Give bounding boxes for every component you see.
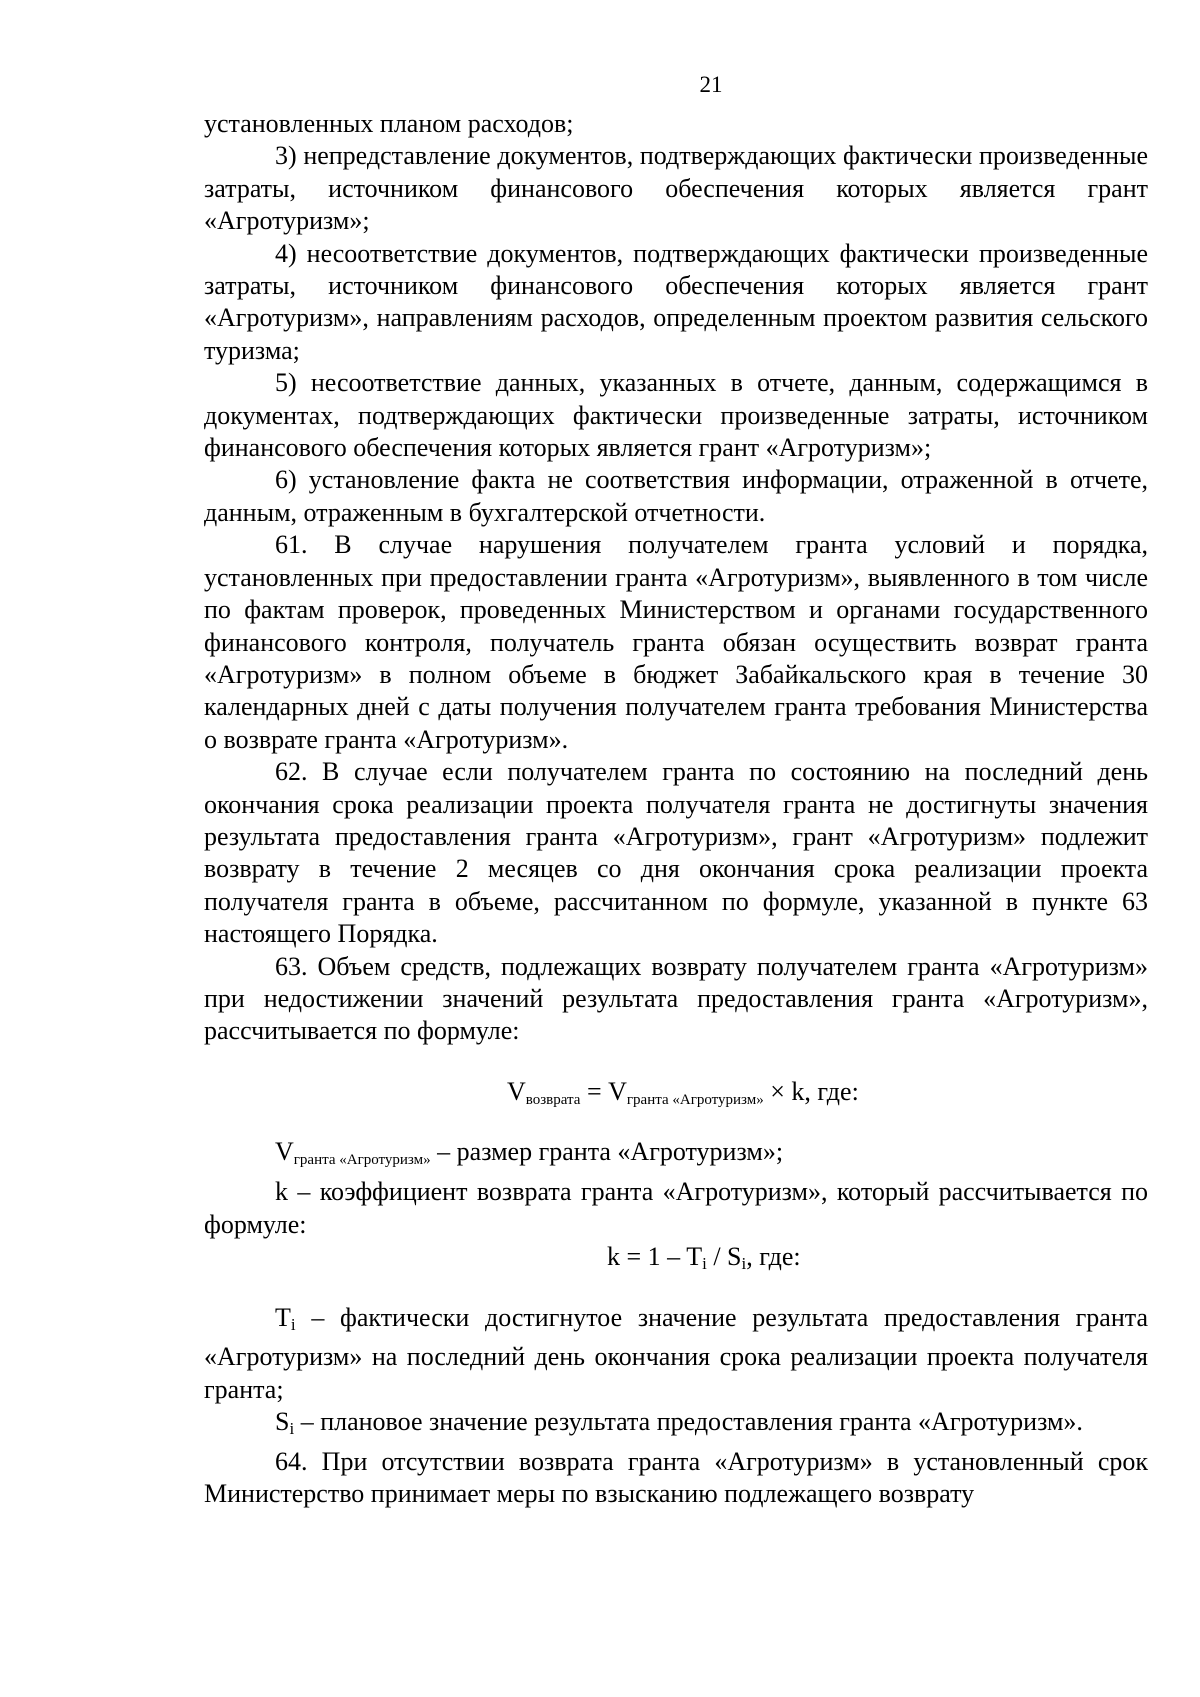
formula-coefficient-k bbox=[204, 1241, 1148, 1280]
definition-t-text: – фактически достигнутое значение результата предоставления гранта «Агротуризм» на последний день окончания срока реализации проекта получателя гранта; bbox=[204, 1303, 1148, 1404]
definition-t-sub: i bbox=[290, 1315, 296, 1334]
definition-t bbox=[204, 1302, 1148, 1406]
definition-v-text: – размер гранта «Агротуризм»; bbox=[430, 1136, 784, 1166]
formula-return-volume bbox=[204, 1076, 1148, 1116]
paragraph-61: 61. В случае нарушения получателем гранта условий и порядка, установленных при предоставлении гранта «Агротуризм», выявленного в том числе по фактам проверок, проведенных Министерством и органами государственного финансового контроля, получатель гранта обязан осуществить возврат гранта «Агротуризм» в полном объеме в бюджет Забайкальского края в течение 30 календарных дней с даты получения получателем гранта требования Министерства о возврате гранта «Агротуризм». bbox=[204, 530, 1148, 754]
definition-v bbox=[204, 1136, 1148, 1176]
definition-v-sub: гранта «Агротуризм» bbox=[293, 1151, 431, 1168]
definition-s-sub: i bbox=[289, 1419, 295, 1439]
formula-eq: = V bbox=[580, 1076, 627, 1106]
paragraph-63: 63. Объем средств, подлежащих возврату получателем гранта «Агротуризм» при недостижении значений результата предоставления гранта «Агротуризм», рассчитывается по формуле: bbox=[204, 951, 1148, 1046]
formula2-sub-t: i bbox=[702, 1254, 707, 1273]
definition-s bbox=[204, 1406, 1148, 1445]
definition-s-symbol: S bbox=[275, 1407, 290, 1437]
formula-tail: × k, где: bbox=[763, 1076, 859, 1106]
definition-v-symbol: V bbox=[275, 1136, 294, 1166]
formula-sub-grant: гранта «Агротуризм» bbox=[626, 1091, 764, 1108]
formula2-head: k = 1 – T bbox=[607, 1242, 703, 1271]
paragraph-item-3: 3) непредставление документов, подтверждающих фактически произведенные затраты, источником финансового обеспечения которых является грант «Агротуризм»; bbox=[204, 141, 1148, 236]
formula2-mid: / S bbox=[706, 1242, 742, 1271]
formula-sub-return: возврата bbox=[525, 1091, 581, 1108]
formula-v: V bbox=[507, 1076, 526, 1106]
paragraph-item-5: 5) несоответствие данных, указанных в отчете, данным, содержащимся в документах, подтверждающих фактически произведенные затраты, источником финансового обеспечения которых является грант «Агротуризм»; bbox=[204, 368, 1148, 463]
formula2-sub-s: i bbox=[741, 1254, 747, 1273]
paragraph-64: 64. При отсутствии возврата гранта «Агротуризм» в установленный срок Министерство принимает меры по взысканию подлежащего возврату bbox=[204, 1446, 1148, 1509]
paragraph-item-4: 4) несоответствие документов, подтверждающих фактически произведенные затраты, источником финансового обеспечения которых является грант «Агротуризм», направлениям расходов, определенным проектом развития сельского туризма; bbox=[204, 238, 1148, 365]
paragraph-item-6: 6) установление факта не соответствия информации, отраженной в отчете, данным, отраженным в бухгалтерской отчетности. bbox=[204, 465, 1148, 527]
definition-t-symbol: T bbox=[275, 1303, 291, 1332]
paragraph-continuation: установленных планом расходов; bbox=[204, 109, 574, 138]
formula2-tail: , где: bbox=[746, 1242, 801, 1271]
page-number: 21 bbox=[699, 72, 723, 97]
paragraph-62: 62. В случае если получателем гранта по состоянию на последний день окончания срока реализации проекта получателя гранта не достигнуты значения результата предоставления гранта «Агротуризм», грант «Агротуризм» подлежит возврату в течение 2 месяцев со дня окончания срока реализации проекта получателя гранта в объеме, рассчитанном по формуле, указанной в пункте 63 настоящего Порядка. bbox=[204, 757, 1148, 949]
definition-s-text: – плановое значение результата предоставления гранта «Агротуризм». bbox=[294, 1407, 1083, 1437]
definition-k: k – коэффициент возврата гранта «Агротуризм», который рассчитывается по формуле: bbox=[204, 1177, 1148, 1239]
